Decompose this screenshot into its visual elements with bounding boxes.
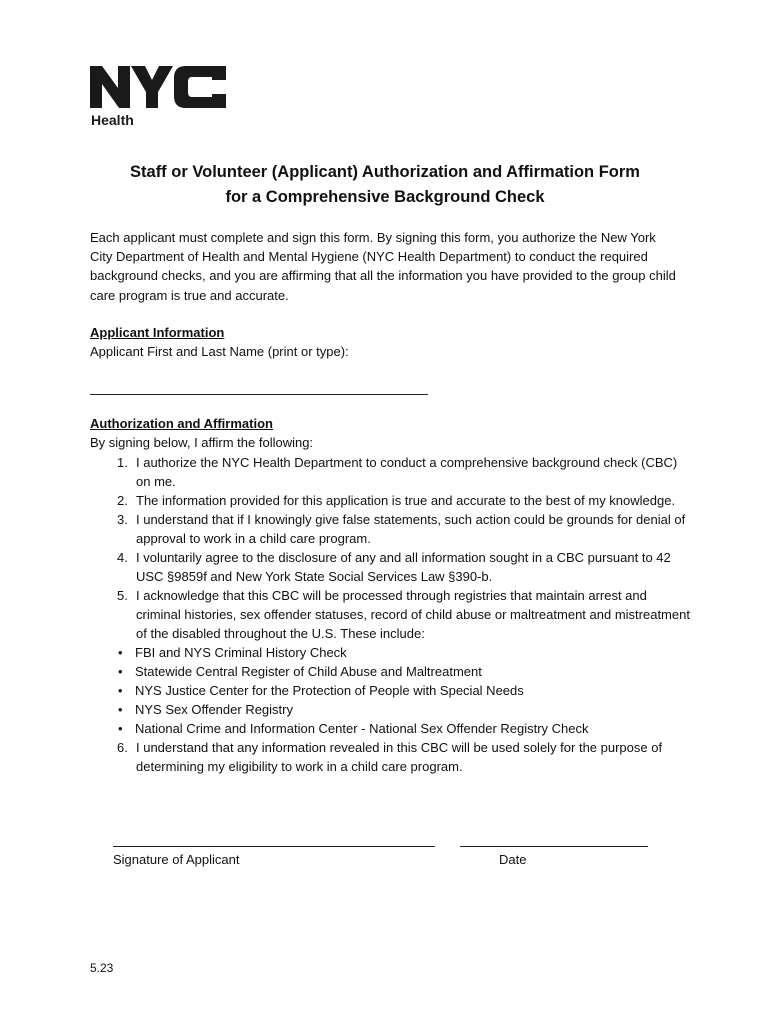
logo-subtitle: Health [91, 112, 134, 128]
authorization-lead: By signing below, I affirm the following: [90, 435, 314, 450]
affirmation-text: I understand that if I knowingly give false statements, such action could be grounds for denial of approval to work in a child care program. [136, 512, 686, 546]
affirmation-text: I understand that any information revealed in this CBC will be used solely for the purpose of determining my eligibility to work in a child care program. [136, 740, 663, 774]
affirmation-text: I authorize the NYC Health Department to conduct a comprehensive background check (CBC) on me. [136, 455, 678, 489]
affirmation-list [90, 453, 690, 776]
bullet-icon: • [118, 721, 123, 736]
applicant-name-label: Applicant First and Last Name (print or type): [90, 344, 349, 359]
affirmation-text: I voluntarily agree to the disclosure of any and all information sought in a CBC pursuant to 42 USC §9859f and New York State Social Services Law §390-b. [136, 550, 671, 584]
form-title-line1: Staff or Volunteer (Applicant) Authorization and Affirmation Form [130, 163, 640, 181]
intro-paragraph: Each applicant must complete and sign this form. By signing this form, you authorize the New York City Department of Health and Mental Hygiene (NYC Health Department) to conduct the required background checks, and you are affirming that all the information you have provided to the group child care program is true and accurate. [90, 230, 676, 303]
registry-text: NYS Sex Offender Registry [135, 702, 293, 717]
signature-label: Signature of Applicant [113, 852, 240, 867]
registry-text: Statewide Central Register of Child Abuse and Maltreatment [135, 664, 482, 679]
affirmation-number: 5. [117, 588, 128, 603]
affirmation-text: I acknowledge that this CBC will be processed through registries that maintain arrest and criminal histories, sex offender statuses, record of child abuse or maltreatment and mistreatment of the disabled throughout the U.S. These include: [136, 588, 690, 641]
svg-text:™: ™ [221, 66, 225, 71]
registry-item [90, 719, 690, 738]
registry-item [90, 643, 690, 662]
affirmation-item [90, 548, 690, 586]
authorization-heading: Authorization and Affirmation [90, 416, 273, 431]
bullet-icon: • [118, 702, 123, 717]
registry-item [90, 700, 690, 719]
affirmation-number: 2. [117, 493, 128, 508]
form-title-line2: for a Comprehensive Background Check [225, 188, 545, 206]
nyc-health-logo [90, 64, 230, 132]
date-field[interactable] [460, 846, 648, 847]
registry-list [90, 643, 690, 738]
affirmation-item [90, 510, 690, 548]
applicant-name-field[interactable] [90, 394, 428, 395]
affirmation-item [90, 738, 690, 776]
affirmation-number: 4. [117, 550, 128, 565]
registry-item [90, 662, 690, 681]
nyc-logo-mark [90, 64, 226, 110]
affirmation-number: 6. [117, 740, 128, 755]
registry-item [90, 681, 690, 700]
affirmation-item [90, 453, 690, 491]
form-version: 5.23 [90, 961, 114, 975]
affirmation-item [90, 491, 690, 510]
registry-text: NYS Justice Center for the Protection of People with Special Needs [135, 683, 524, 698]
affirmation-number: 1. [117, 455, 128, 470]
form-title [0, 160, 770, 210]
affirmation-number: 3. [117, 512, 128, 527]
applicant-info-heading: Applicant Information [90, 325, 225, 340]
signature-field[interactable] [113, 846, 435, 847]
bullet-icon: • [118, 664, 123, 679]
affirmation-item [90, 586, 690, 643]
bullet-icon: • [118, 683, 123, 698]
bullet-icon: • [118, 645, 123, 660]
registry-text: FBI and NYS Criminal History Check [135, 645, 347, 660]
affirmation-text: The information provided for this application is true and accurate to the best of my knowledge. [136, 493, 676, 508]
date-label: Date [499, 852, 527, 867]
registry-text: National Crime and Information Center - National Sex Offender Registry Check [135, 721, 589, 736]
